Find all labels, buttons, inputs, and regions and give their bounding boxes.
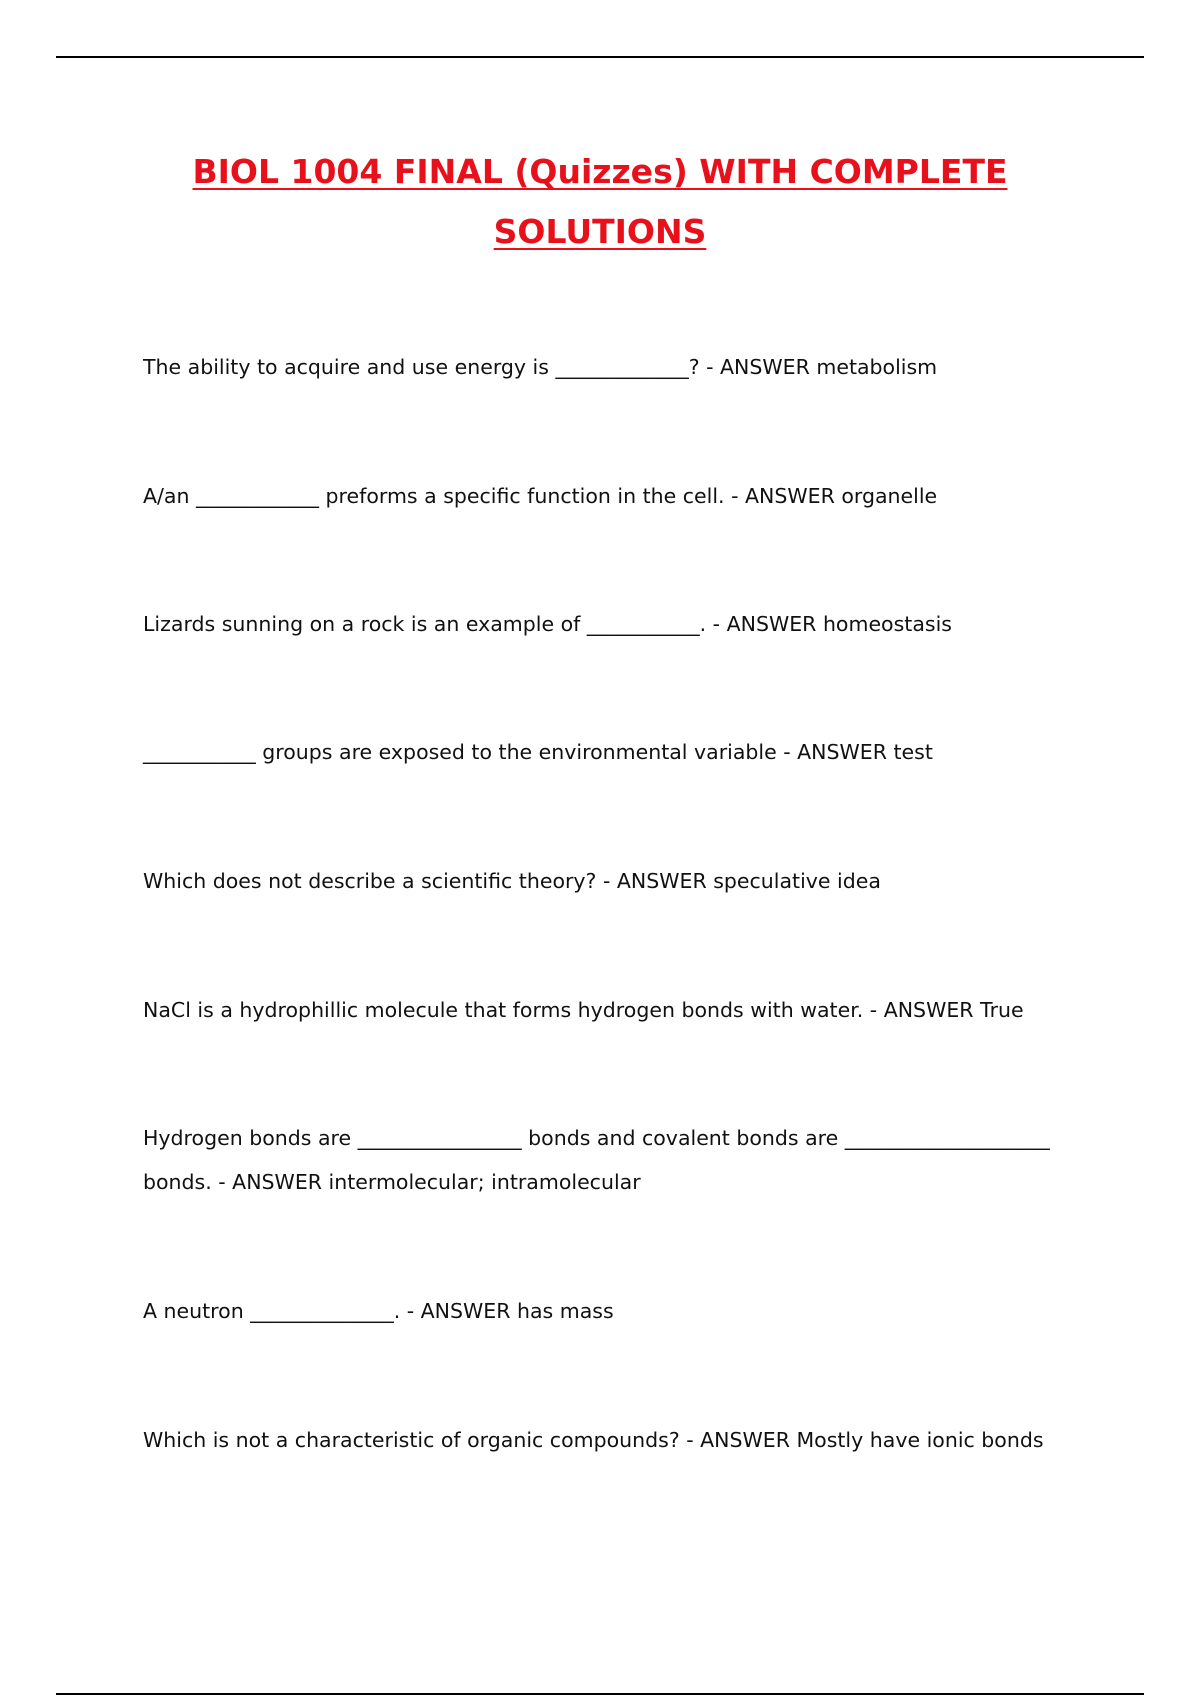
title-line-1: BIOL 1004 FINAL (Quizzes) WITH COMPLETE (192, 152, 1008, 191)
top-rule (56, 56, 1144, 58)
qa-item-5: Which does not describe a scientific theory? - ANSWER speculative idea (143, 869, 881, 893)
qa-item-8: A neutron ______________. - ANSWER has mass (143, 1299, 614, 1323)
qa-item-1: The ability to acquire and use energy is _____________? - ANSWER metabolism (143, 355, 938, 379)
qa-item-3: Lizards sunning on a rock is an example of ___________. - ANSWER homeostasis (143, 612, 952, 636)
qa-item-6: NaCl is a hydrophillic molecule that forms hydrogen bonds with water. - ANSWER True (143, 998, 1024, 1022)
qa-item-9: Which is not a characteristic of organic compounds? - ANSWER Mostly have ionic bonds (143, 1428, 1044, 1452)
qa-item-7: Hydrogen bonds are ________________ bonds and covalent bonds are ____________________ bonds. - ANSWER intermolecular; intramolecular (143, 1126, 1050, 1194)
qa-item-2: A/an ____________ preforms a specific function in the cell. - ANSWER organelle (143, 484, 938, 508)
qa-item-4: ___________ groups are exposed to the environmental variable - ANSWER test (143, 740, 933, 764)
document-title (0, 142, 1200, 262)
title-line-2: SOLUTIONS (493, 212, 707, 251)
bottom-rule (56, 1693, 1144, 1695)
